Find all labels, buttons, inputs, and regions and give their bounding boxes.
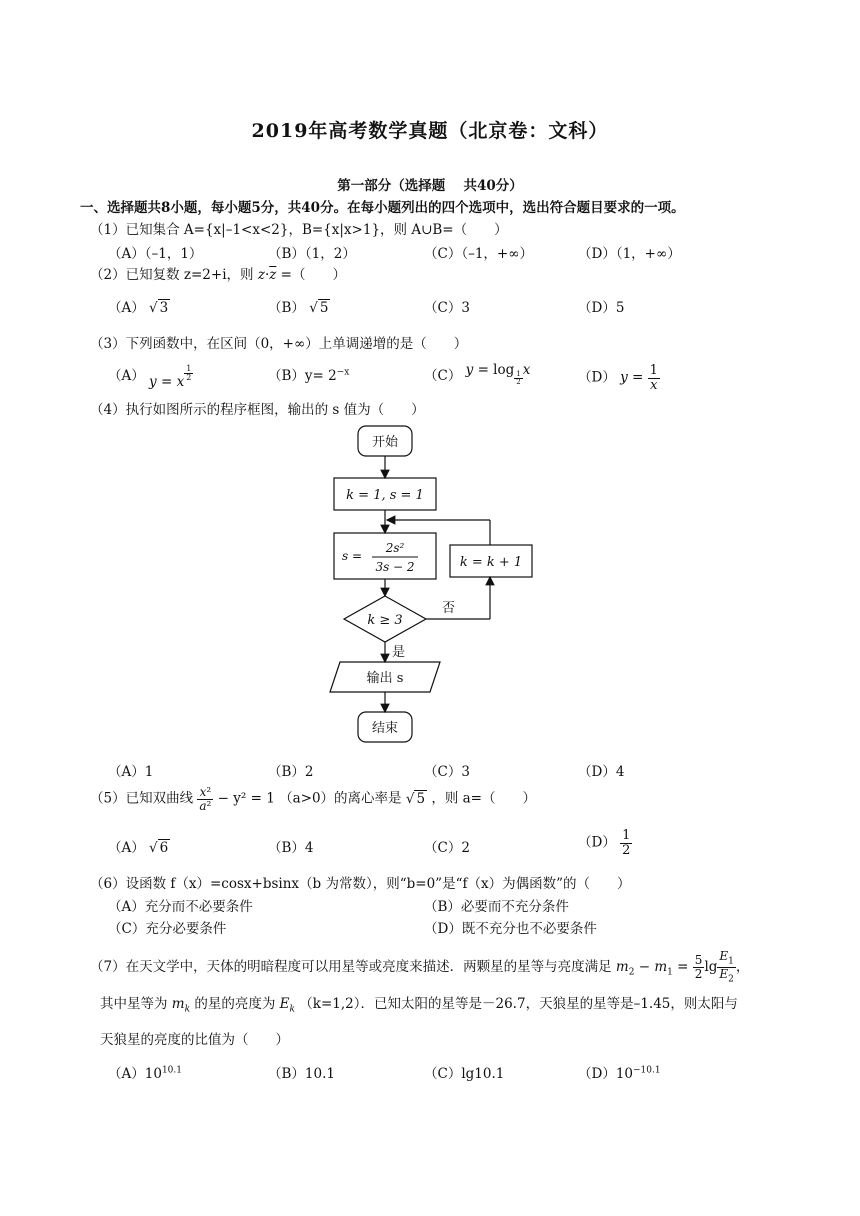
q6-option-b: （B）必要而不充分条件 [424, 899, 569, 915]
q2-z-conjugate: $\overline{z}$ [269, 267, 277, 283]
flow-assign-den: 3s − 2 [375, 560, 415, 574]
q3-option-b-label: （B） [268, 368, 305, 384]
q2-option-a [108, 296, 170, 316]
q5-option-d-label: （D） [578, 834, 616, 851]
flow-no-label: 否 [442, 601, 456, 616]
section-intro: 一、选择题共8小题，每小题5分，共40分。在每小题列出的四个选项中，选出符合题目要求的一项。 [80, 200, 685, 216]
q5-option-c: （C）2 [424, 840, 470, 856]
flow-assign-num: 2s² [385, 541, 405, 555]
q2-stem-post: =（ ） [280, 267, 346, 283]
q6-option-d: （D）既不充分也不必要条件 [424, 921, 597, 937]
q4-option-d: （D）4 [578, 764, 625, 780]
q7-option-a-text: （A）10 [108, 1066, 162, 1082]
q5-eq-tail: − y² = 1 [217, 790, 275, 807]
q7-line1-text: （7）在天文学中，天体的明暗程度可以用星等或亮度来描述．两颗星的星等与亮度满足 [90, 958, 612, 975]
flow-init-label: k = 1, s = 1 [346, 488, 424, 503]
q3-option-c [424, 364, 530, 384]
q2-option-b-radicand: 5 [319, 300, 329, 316]
q3-option-c-label: （C） [424, 368, 462, 384]
flow-start-label: 开始 [371, 435, 399, 450]
q3-option-a-expr: y = x $\frac{1}{2}$ [149, 363, 192, 390]
part-heading: 第一部分（选择题 共40分） [337, 178, 523, 194]
q3-option-a-label: （A） [108, 368, 145, 384]
q6-option-c: （C）充分必要条件 [108, 921, 227, 937]
q5-stem [90, 786, 536, 812]
q7-option-a [108, 1062, 182, 1082]
q7-ek: $E_k$ [279, 996, 295, 1015]
q1-option-d: （D）（1，+∞） [578, 246, 681, 262]
q5-sqrt: √ 5 [405, 790, 426, 807]
flowchart [320, 420, 550, 756]
flow-output-label: 输出 s [366, 671, 404, 686]
q5-radicand: 5 [416, 790, 426, 807]
flow-assign-lhs: s = [342, 549, 363, 563]
q5-option-d-frac [620, 829, 632, 857]
q3-option-d: （D） y = $\frac{1}{x}$ [578, 363, 658, 393]
q2-option-b-label: （B） [268, 300, 305, 316]
q7-line1 [90, 950, 749, 985]
q2-option-a-radicand: 3 [159, 300, 169, 316]
flow-yes-label: 是 [392, 645, 406, 660]
q5-frac: $\frac{\text{x²}}{\text{a²}}$ [199, 785, 212, 813]
q4-option-b: （B）2 [268, 764, 314, 780]
q7-option-d-text: （D）10 [578, 1066, 634, 1082]
q1-option-b: （B）（1，2） [268, 246, 356, 262]
q7-line2-post: （k=1,2）．已知太阳的星等是－26.7，天狼星的星等是–1.45，则太阳与 [299, 996, 738, 1012]
q1-option-a: （A）（–1，1） [108, 246, 203, 262]
q4-option-c: （C）3 [424, 764, 470, 780]
q2-option-d: （D）5 [578, 300, 625, 316]
q2-stem: （2）已知复数 z=2+i，则 $z\cdot\overline{z}$ =（ ） [90, 267, 346, 283]
q1-option-c: （C）（–1，+∞） [424, 246, 533, 262]
q6-option-a: （A）充分而不必要条件 [108, 899, 253, 915]
q7-option-a-exp: 10.1 [161, 1065, 182, 1076]
q7-line2-pre: 其中星等为 [100, 996, 168, 1012]
q7-line3: 天狼星的亮度的比值为（ ） [100, 1032, 289, 1048]
q5-option-a-sqrt: √ 6 [149, 840, 169, 856]
q7-line2-mid: 的星的亮度为 [194, 996, 276, 1012]
q3-option-d-label: （D） [578, 369, 616, 386]
q5-stem-mid: （a>0）的离心率是 [279, 790, 402, 807]
q5-option-d-num: 1 [622, 828, 631, 843]
q7-option-d-exp: −10.1 [633, 1065, 661, 1076]
q5-stem-pre: （5）已知双曲线 [90, 790, 194, 807]
q2-option-b [268, 296, 330, 316]
q6-stem: （6）设函数 f（x）=cosx+bsinx（b 为常数），则“b=0”是“f（x）为偶函数”的（ ） [90, 876, 631, 892]
q3-stem: （3）下列函数中，在区间（0，+∞）上单调递增的是（ ） [90, 336, 468, 352]
q2-z: z [257, 267, 265, 283]
q2-option-b-sqrt: √ 5 [309, 300, 329, 316]
q5-stem-post: ，则 a=（ ） [431, 790, 536, 807]
q7-mk: $m_k$ [171, 996, 191, 1015]
q3-option-a [108, 363, 193, 390]
q3-option-b-expr: y= 2 [304, 368, 337, 384]
q7-option-d [578, 1062, 661, 1082]
q4-option-a: （A）1 [108, 764, 154, 780]
q5-option-d-den: 2 [622, 842, 631, 858]
q2-option-a-label: （A） [108, 300, 145, 316]
q2-option-c: （C）3 [424, 300, 470, 316]
q3-option-b-exp: −x [336, 367, 350, 378]
q3-option-c-expr: y = log $_{\frac{1}{2}}$ x [465, 362, 531, 386]
q7-option-c: （C）lg10.1 [424, 1066, 505, 1082]
flow-end-label: 结束 [371, 721, 399, 736]
q2-stem-pre: （2）已知复数 z=2+i，则 [90, 267, 254, 283]
flow-increment-label: k = k + 1 [459, 555, 523, 570]
q5-option-d [578, 829, 632, 857]
q7-line2 [100, 992, 738, 1015]
q7-option-b: （B）10.1 [268, 1066, 335, 1082]
q5-option-a-label: （A） [108, 840, 145, 856]
q5-option-a-radicand: 6 [159, 840, 169, 856]
flow-condition-label: k ≥ 3 [367, 613, 403, 628]
q7-formula: $m_2 - m_1$ = $\frac{5}{2}$ lg $\frac{E_1}{E_2}$ ， [615, 949, 750, 985]
q5-option-a [108, 836, 170, 856]
page-title: 2019年高考数学真题（北京卷：文科） [251, 120, 609, 142]
q2-option-a-sqrt: √ 3 [149, 300, 169, 316]
q1-stem: （1）已知集合 A={x|–1<x<2}，B={x|x>1}，则 A∪B=（ ） [90, 222, 508, 238]
q4-stem: （4）执行如图所示的程序框图，输出的 s 值为（ ） [90, 402, 425, 418]
q3-option-b [268, 364, 349, 384]
q5-option-b: （B）4 [268, 840, 314, 856]
